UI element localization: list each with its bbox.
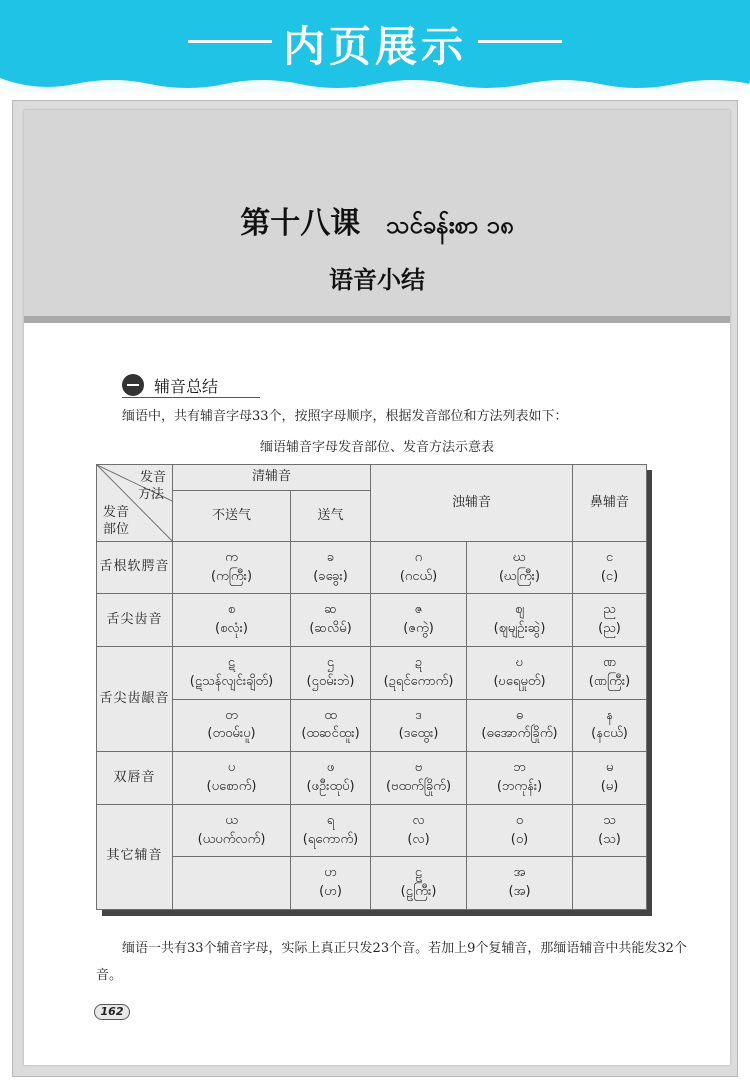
consonant-cell	[291, 541, 371, 594]
consonant-name: (ဏကြီး)	[588, 673, 631, 689]
header-aspirated: 送气	[291, 491, 371, 542]
consonant-name: (ဒထွေး)	[398, 726, 439, 742]
consonant-cell	[291, 699, 371, 752]
consonant-table-wrapper	[96, 464, 646, 910]
banner-right-line	[478, 40, 562, 43]
consonant-cell	[573, 594, 647, 647]
table-row	[97, 541, 647, 594]
consonant-cell	[173, 752, 291, 805]
consonant-name: (အ)	[508, 884, 531, 900]
table-caption: 缅语辅音字母发音部位、发音方法示意表	[259, 440, 494, 455]
consonant-cell	[467, 752, 573, 805]
top-banner	[0, 0, 750, 92]
consonant-letter: ဝ	[515, 812, 524, 828]
consonant-name: (ဓအောက်ခြိုက်)	[481, 726, 558, 742]
table-row	[97, 699, 647, 752]
consonant-name: (ဘကုန်း)	[496, 778, 543, 794]
consonant-cell	[291, 804, 371, 857]
consonant-cell	[371, 857, 467, 910]
consonant-letter: ဓ	[515, 707, 524, 723]
empty-cell	[573, 857, 647, 910]
consonant-letter: ခ	[326, 549, 335, 565]
banner-wave-decoration	[0, 78, 750, 92]
row-label: 舌根软腭音	[97, 541, 173, 594]
consonant-cell	[467, 647, 573, 700]
header-unvoiced: 清辅音	[173, 465, 371, 491]
consonant-letter: ဆ	[324, 602, 337, 618]
consonant-letter: င	[605, 549, 614, 565]
consonant-letter: ထ	[324, 707, 337, 723]
consonant-cell	[467, 541, 573, 594]
consonant-letter: ဍ	[414, 654, 423, 670]
consonant-letter: ရ	[326, 812, 335, 828]
consonant-letter: ဖ	[326, 760, 335, 776]
consonant-cell	[173, 699, 291, 752]
consonant-table	[96, 464, 647, 910]
consonant-name: (ဖဦးထုပ်)	[306, 778, 355, 794]
consonant-letter: ယ	[225, 812, 238, 828]
consonant-name: (ခခွေး)	[313, 568, 348, 584]
consonant-cell	[291, 594, 371, 647]
consonant-letter: က	[225, 549, 238, 565]
consonant-letter: ည	[603, 602, 616, 618]
consonant-cell	[371, 804, 467, 857]
consonant-cell	[573, 647, 647, 700]
consonant-name: (ထဆင်ထူး)	[301, 726, 360, 742]
consonant-cell	[467, 804, 573, 857]
header-unaspirated: 不送气	[173, 491, 291, 542]
consonant-name: (ဌဝမ်းဘဲ)	[306, 673, 355, 689]
consonant-letter: ဇ	[414, 602, 423, 618]
lesson-header	[24, 110, 730, 323]
consonant-name: (ဟ)	[319, 884, 342, 900]
header-voiced: 浊辅音	[371, 465, 573, 542]
row-label: 舌尖齿音	[97, 594, 173, 647]
consonant-cell	[371, 541, 467, 594]
consonant-cell	[467, 594, 573, 647]
consonant-cell	[173, 541, 291, 594]
consonant-cell	[573, 752, 647, 805]
consonant-letter: သ	[603, 812, 616, 828]
table-row	[97, 594, 647, 647]
consonant-letter: မ	[605, 760, 614, 776]
consonant-letter: တ	[225, 707, 238, 723]
lesson-title-chinese: 第十八课	[240, 206, 361, 241]
empty-cell	[173, 857, 291, 910]
consonant-name: (ဈမျဉ်းဆွဲ)	[493, 621, 546, 637]
consonant-cell	[291, 752, 371, 805]
header-nasal: 鼻辅音	[573, 465, 647, 542]
consonant-cell	[291, 647, 371, 700]
consonant-name: (ယပက်လက်)	[197, 831, 266, 847]
consonant-letter: ဃ	[513, 549, 526, 565]
consonant-letter: လ	[412, 812, 425, 828]
corner-label-top: 发音	[139, 470, 166, 485]
lesson-title	[24, 198, 730, 245]
consonant-name: (ဋသန်လျင်းချိတ်)	[189, 673, 274, 689]
consonant-cell	[467, 699, 573, 752]
consonant-cell	[573, 804, 647, 857]
consonant-cell	[573, 699, 647, 752]
summary-paragraph: 缅语一共有33个辅音字母，实际上真正只发23个音。若加上9个复辅音，那缅语辅音中共能发32个音。	[96, 941, 687, 983]
consonant-letter: ဎ	[515, 654, 524, 670]
consonant-letter: စ	[227, 602, 236, 618]
consonant-cell	[371, 594, 467, 647]
consonant-name: (ပစောက်)	[206, 778, 257, 794]
consonant-cell	[173, 647, 291, 700]
consonant-letter: ဟ	[324, 865, 337, 881]
table-row	[97, 752, 647, 805]
consonant-name: (ဃကြီး)	[499, 568, 541, 584]
consonant-name: (ရကောက်)	[302, 831, 359, 847]
section-bullet-icon	[122, 374, 144, 396]
consonant-letter: အ	[513, 865, 526, 881]
lesson-subtitle: 语音小结	[329, 265, 425, 294]
consonant-cell	[371, 647, 467, 700]
consonant-letter: ဘ	[513, 760, 526, 776]
book-page	[24, 110, 730, 1065]
consonant-name: (မ)	[600, 778, 619, 794]
table-row	[97, 804, 647, 857]
consonant-name: (ဗထက်ခြိုက်)	[385, 778, 452, 794]
consonant-letter: ဌ	[326, 654, 335, 670]
consonant-letter: ဂ	[414, 549, 423, 565]
consonant-cell	[173, 804, 291, 857]
consonant-letter: ပ	[227, 760, 236, 776]
consonant-cell	[371, 752, 467, 805]
consonant-name: (င)	[600, 568, 619, 584]
section-title: 辅音总结	[154, 377, 219, 396]
consonant-name: (ည)	[598, 621, 621, 637]
consonant-cell	[467, 857, 573, 910]
consonant-name: (ကကြီး)	[210, 568, 253, 584]
page-number: 162	[94, 1004, 130, 1020]
consonant-cell	[573, 541, 647, 594]
consonant-name: (တဝမ်းပူ)	[207, 726, 256, 742]
consonant-name: (ဆလိမ်)	[309, 621, 352, 637]
consonant-cell	[371, 699, 467, 752]
consonant-name: (လ)	[407, 831, 430, 847]
consonant-name: (စလုံး)	[215, 621, 248, 637]
lesson-title-burmese: သင်ခန်းစာ ၁၈	[386, 211, 514, 239]
corner-label-middle: 方法	[137, 487, 164, 502]
table-row	[97, 647, 647, 700]
consonant-letter: ဗ	[414, 760, 423, 776]
consonant-letter: ဒ	[415, 707, 422, 723]
row-label: 舌尖齿龈音	[97, 647, 173, 752]
consonant-name: (နငယ်)	[591, 726, 628, 742]
consonant-cell	[173, 594, 291, 647]
consonant-name: (ဠကြီး)	[400, 884, 437, 900]
row-label: 双唇音	[97, 752, 173, 805]
consonant-name: (ဍရင်ကောက်)	[383, 673, 454, 689]
section-intro: 缅语中，共有辅音字母33个，按照字母顺序，根据发音部位和方法列表如下：	[122, 409, 568, 424]
corner-label-bottom: 发音部位	[103, 505, 130, 537]
consonant-name: (သ)	[598, 831, 621, 847]
consonant-name: (ဎရေမှုတ်)	[493, 673, 546, 689]
consonant-letter: ဏ	[602, 654, 617, 670]
row-label: 其它辅音	[97, 804, 173, 909]
banner-title: 内页展示	[282, 22, 467, 71]
consonant-name: (ဇကွဲ)	[403, 621, 434, 637]
table-corner-cell	[97, 465, 173, 542]
section-underline	[122, 397, 260, 398]
consonant-letter: ဈ	[514, 602, 525, 618]
table-row	[97, 857, 647, 910]
consonant-letter: န	[606, 707, 613, 723]
consonant-letter: ဋ	[227, 654, 236, 670]
consonant-name: (ဝ)	[510, 831, 529, 847]
consonant-cell	[291, 857, 371, 910]
consonant-letter: ဠ	[414, 865, 423, 881]
consonant-name: (ဂငယ်)	[399, 568, 438, 584]
